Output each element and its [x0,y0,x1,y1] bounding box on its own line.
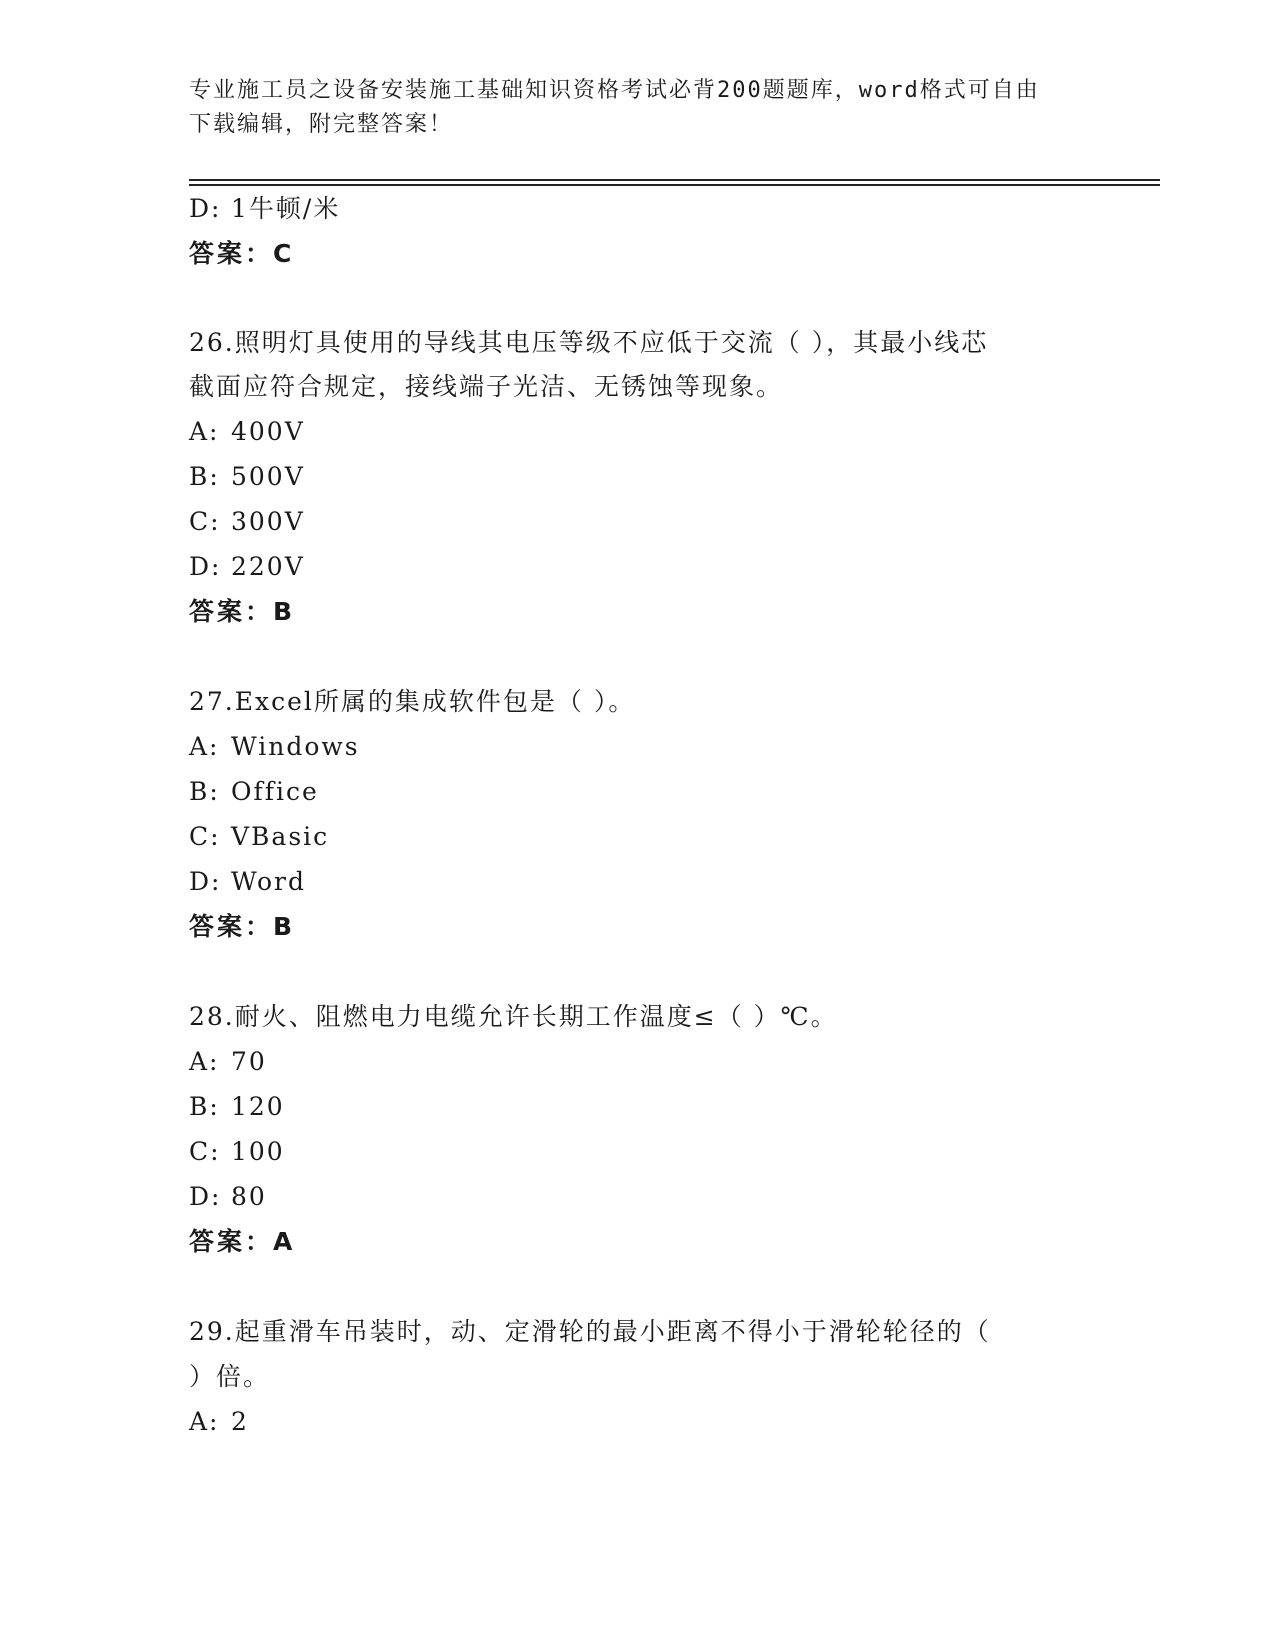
option-key: A: [189,1407,220,1436]
option-text: Word [231,867,307,896]
q26-option-a [189,415,305,449]
q29-stem-line-1: 29.起重滑车吊装时，动、定滑轮的最小距离不得小于滑轮轮径的（ [189,1317,991,1346]
option-text: Windows [231,732,360,761]
q28-option-c [189,1135,285,1169]
q27-option-c [189,820,329,854]
option-key: A: [189,417,220,446]
option-key: D: [189,552,222,581]
q28-option-b [189,1090,285,1124]
q27-answer: 答案：B [189,912,296,941]
q29-stem-line-2: ）倍。 [189,1362,271,1391]
q29-option-a [189,1405,249,1439]
option-key: A: [189,732,220,761]
q25-option-d [189,192,340,226]
option-key: B: [189,462,220,491]
q26-option-b [189,460,305,494]
q27-stem-line-1: 27.Excel所属的集成软件包是（ ）。 [189,687,636,716]
option-key: B: [189,777,220,806]
document-header [189,74,1089,142]
q26-stem-line-1: 26.照明灯具使用的导线其电压等级不应低于交流（ ），其最小线芯 [189,328,989,357]
q28-stem-line-1: 28.耐火、阻燃电力电缆允许长期工作温度≤（ ）℃。 [189,1002,838,1031]
option-text: 80 [231,1182,267,1211]
q27-option-b [189,775,319,809]
option-text: 400V [231,417,305,446]
option-key: C: [189,822,221,851]
q26-option-d [189,550,305,584]
q27-option-d [189,865,306,899]
q25-answer: 答案：C [189,239,295,268]
option-text: 500V [231,462,305,491]
option-text: VBasic [231,822,330,851]
option-text: 2 [231,1407,249,1436]
header-rule-bottom [189,184,1160,186]
option-key: B: [189,1092,220,1121]
q28-answer: 答案：A [189,1227,296,1256]
option-text: 220V [231,552,305,581]
q26-answer: 答案：B [189,597,296,626]
q26-stem-line-2: 截面应符合规定，接线端子光洁、无锈蚀等现象。 [189,372,784,401]
option-text: 70 [231,1047,267,1076]
option-key: D: [189,194,222,223]
option-key: D: [189,1182,222,1211]
header-rule-top [189,179,1160,181]
header-line-1: 专业施工员之设备安装施工基础知识资格考试必背200题题库，word格式可自由 [189,78,1040,103]
option-text: 100 [231,1137,285,1166]
option-key: D: [189,867,222,896]
option-key: C: [189,507,221,536]
header-line-2: 下载编辑，附完整答案！ [189,112,454,137]
q26-option-c [189,505,305,539]
option-text: 120 [231,1092,285,1121]
option-key: A: [189,1047,220,1076]
option-key: C: [189,1137,221,1166]
option-text: Office [231,777,319,806]
option-text: 300V [231,507,305,536]
q28-option-d [189,1180,267,1214]
q27-option-a [189,730,360,764]
q28-option-a [189,1045,267,1079]
option-text: 1牛顿/米 [231,194,341,223]
